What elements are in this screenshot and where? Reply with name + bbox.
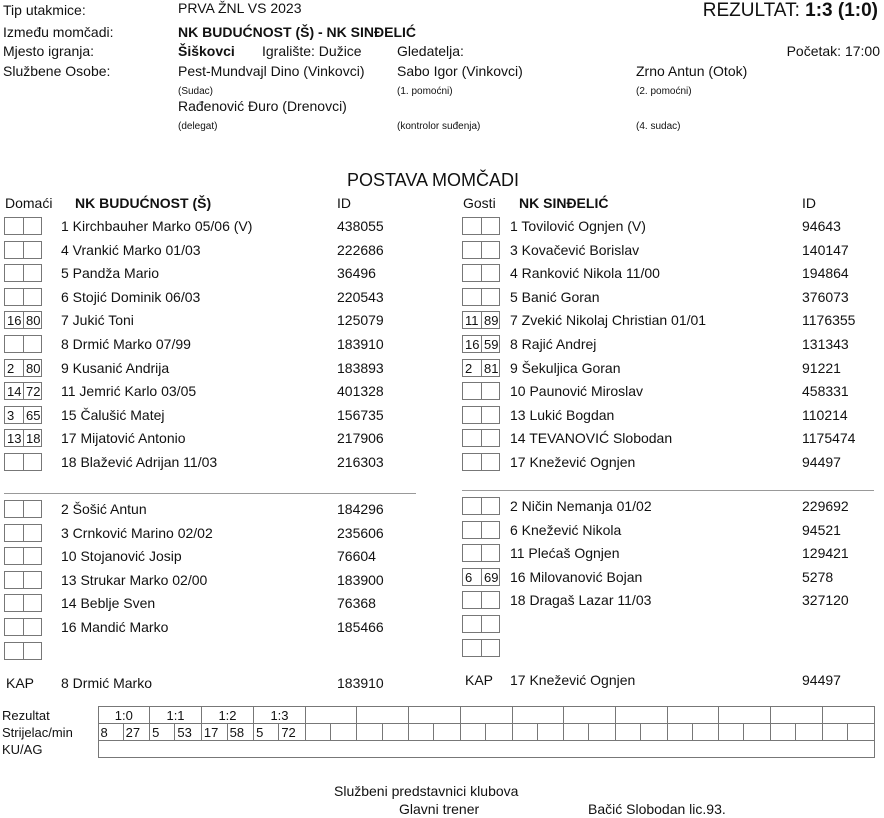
player-id: 125079: [337, 312, 384, 329]
player-row: [0, 264, 884, 284]
result-score: 1:0: [98, 707, 150, 724]
player-id: 183910: [337, 336, 384, 352]
sub-minute-box: [481, 615, 500, 633]
player-id: 76368: [337, 595, 376, 612]
player-name: 5 Pandža Mario: [61, 265, 160, 282]
trener-label: Glavni trener: [399, 801, 480, 817]
sub-in-box: 2: [4, 359, 23, 377]
sub-in-box: [462, 453, 481, 471]
player-id: 376073: [802, 288, 849, 305]
player-name: 10 Stojanović Josip: [61, 548, 182, 565]
sub-minute-box: 80: [23, 311, 42, 329]
sub-in-box: [462, 615, 481, 633]
sub-in-box: [462, 406, 481, 424]
sub-in-box: [462, 544, 481, 562]
home-kap-player: 8 Drmić Marko: [61, 675, 153, 691]
sub-minute-box: [481, 382, 500, 400]
sub-in-box: [462, 241, 481, 259]
sub-in-box: [462, 264, 481, 282]
player-id: 91221: [802, 359, 841, 376]
sub-minute-box: 72: [23, 382, 42, 400]
away-kap-player: 17 Knežević Ognjen: [510, 672, 636, 688]
gledatelja: Gledatelja:: [397, 43, 464, 59]
sub-minute-box: [481, 406, 500, 424]
player-name: 18 Dragaš Lazar 11/03: [510, 592, 652, 609]
player-id: 94497: [802, 454, 841, 470]
sub-minute-box: 65: [23, 406, 42, 424]
player-row: [0, 615, 884, 635]
player-row: [0, 335, 884, 355]
sub-in-box: 3: [4, 406, 23, 424]
result-row-label: Strijelac/min: [2, 724, 73, 740]
player-name: 16 Milovanović Bojan: [510, 568, 643, 585]
player-id: 129421: [802, 545, 849, 562]
sub-in-box: 2: [462, 359, 481, 377]
home-id-header: ID: [337, 195, 351, 211]
player-name: 3 Crnković Marino 02/02: [61, 524, 213, 541]
scorer-number: 8: [98, 724, 123, 741]
sub-minute-box: 89: [481, 311, 500, 329]
player-name: 16 Mandić Marko: [61, 619, 169, 635]
player-name: 2 Ničin Nemanja 01/02: [510, 498, 652, 514]
official-role: (2. pomoćni): [636, 86, 692, 97]
player-row: [0, 406, 884, 426]
result-score: 1:3: [254, 707, 306, 724]
result-row-label: Rezultat: [2, 707, 50, 723]
player-row: [0, 359, 884, 379]
player-id: 216303: [337, 454, 384, 470]
player-id: 220543: [337, 288, 384, 305]
player-name: 8 Drmić Marko 07/99: [61, 336, 191, 352]
player-row: [0, 382, 884, 402]
home-side-label: Domaći: [5, 195, 53, 211]
player-name: 10 Paunović Miroslav: [510, 383, 644, 400]
official-name: Sabo Igor (Vinkovci): [397, 63, 523, 79]
player-row: [0, 591, 884, 611]
sub-minute-box: [481, 264, 500, 282]
sub-minute-box: [481, 288, 500, 306]
rezultat: [703, 0, 878, 22]
player-row: [0, 568, 884, 588]
player-id: 1175474: [802, 430, 856, 447]
player-name: 8 Rajić Andrej: [510, 336, 597, 352]
tip-label: Tip utakmice:: [3, 2, 86, 18]
player-row: [0, 241, 884, 261]
sub-in-box: [462, 429, 481, 447]
igraliste: Igralište: Dužice: [262, 43, 362, 59]
player-id: 183893: [337, 359, 384, 376]
scorer-minute: 72: [279, 724, 306, 741]
player-id: 94643: [802, 218, 841, 234]
scorer-number: 5: [254, 724, 279, 741]
player-name: 11 Plećaš Ognjen: [510, 545, 620, 562]
player-name: 1 Tovilović Ognjen (V): [510, 218, 646, 234]
mjesto-value: Šiškovci: [178, 43, 235, 59]
player-name: 17 Mijatović Antonio: [61, 430, 186, 447]
player-id: 229692: [802, 498, 849, 514]
home-team-name: NK BUDUĆNOST (Š): [75, 195, 212, 211]
player-id: 110214: [802, 406, 848, 423]
player-id: 438055: [337, 218, 384, 234]
player-name: 4 Ranković Nikola 11/00: [510, 265, 660, 282]
player-name: 9 Šekuljica Goran: [510, 359, 621, 376]
official-name: Zrno Antun (Otok): [636, 63, 748, 79]
sub-minute-box: [481, 639, 500, 657]
player-id: 235606: [337, 524, 384, 541]
official-role: (Sudac): [178, 86, 214, 97]
player-name: 4 Vrankić Marko 01/03: [61, 241, 201, 258]
sub-in-box: 14: [4, 382, 23, 400]
away-id-header: ID: [802, 195, 816, 211]
player-row: [0, 497, 884, 517]
away-kap-id: 94497: [802, 672, 841, 688]
sub-minute-box: [481, 591, 500, 609]
player-id: 183900: [337, 571, 384, 588]
player-name: 17 Knežević Ognjen: [510, 454, 636, 470]
sub-minute-box: [481, 544, 500, 562]
mjesto-label: Mjesto igranja:: [3, 43, 95, 59]
player-name: 13 Strukar Marko 02/00: [61, 571, 208, 588]
player-row: [0, 521, 884, 541]
sub-minute-box: 81: [481, 359, 500, 377]
sub-minute-box: 69: [481, 568, 500, 586]
sub-minute-box: [481, 429, 500, 447]
trener-name: Bačić Slobodan lic.93.: [588, 801, 726, 817]
player-id: 194864: [802, 265, 849, 282]
player-id: 5278: [802, 568, 834, 585]
player-id: 184296: [337, 501, 384, 517]
player-id: 217906: [337, 430, 384, 447]
player-id: 222686: [337, 241, 384, 258]
home-divider: [4, 493, 416, 494]
player-row: [0, 429, 884, 449]
player-row: [0, 639, 884, 659]
away-divider: [462, 490, 874, 491]
official-name: Rađenović Đuro (Drenovci): [178, 98, 347, 114]
rezultat-value: 1:3 (1:0): [805, 0, 878, 21]
tip-value: PRVA ŽNL VS 2023: [178, 0, 302, 16]
sub-minute-box: [481, 453, 500, 471]
sub-minute-box: [481, 497, 500, 515]
player-name: 13 Lukić Bogdan: [510, 406, 615, 423]
sub-in-box: [462, 591, 481, 609]
player-id: 185466: [337, 619, 384, 635]
player-name: 9 Kusanić Andrija: [61, 359, 170, 376]
player-name: 11 Jemrić Karlo 03/05: [61, 383, 197, 400]
player-id: 36496: [337, 265, 376, 282]
izmedu-value: NK BUDUĆNOST (Š) - NK SINĐELIĆ: [178, 24, 416, 40]
scorer-minute: 27: [123, 724, 150, 741]
sub-in-box: [462, 521, 481, 539]
home-kap-label: KAP: [6, 675, 35, 691]
official-role: (delegat): [178, 121, 218, 132]
away-kap-label: KAP: [465, 672, 494, 688]
player-row: [0, 544, 884, 564]
scorer-number: 5: [150, 724, 175, 741]
player-name: 2 Šošić Antun: [61, 501, 147, 517]
player-id: 327120: [802, 592, 849, 609]
player-id: 140147: [802, 241, 849, 258]
player-name: 7 Zvekić Nikolaj Christian 01/01: [510, 312, 707, 329]
osobe-label: Službene Osobe:: [3, 63, 111, 79]
sub-minute-box: 80: [23, 359, 42, 377]
result-row-label: KU/AG: [2, 741, 43, 757]
player-name: 6 Knežević Nikola: [510, 521, 622, 538]
official-role: (4. sudac): [636, 121, 681, 132]
sub-in-box: 16: [462, 335, 481, 353]
izmedu-label: Između momčadi:: [3, 24, 114, 40]
scorer-number: 17: [201, 724, 227, 741]
pocetak: Početak: 17:00: [786, 43, 880, 59]
sub-minute-box: [481, 241, 500, 259]
player-id: 1176355: [802, 312, 856, 329]
sub-in-box: 16: [4, 311, 23, 329]
scorer-minute: 53: [175, 724, 202, 741]
player-name: 14 TEVANOVIĆ Slobodan: [510, 430, 673, 447]
player-id: 458331: [802, 383, 849, 400]
sub-in-box: [462, 497, 481, 515]
official-role: (1. pomoćni): [397, 86, 453, 97]
postava-title: POSTAVA MOMČADI: [347, 170, 520, 190]
home-kap-id: 183910: [337, 675, 384, 691]
player-name: 5 Banić Goran: [510, 288, 600, 305]
player-name: 15 Čalušić Matej: [61, 406, 165, 423]
away-team-name: NK SINĐELIĆ: [519, 195, 609, 211]
player-id: 131343: [802, 336, 849, 352]
away-side-label: Gosti: [463, 195, 496, 211]
player-row: [0, 288, 884, 308]
predstavnici-label: Službeni predstavnici klubova: [334, 783, 519, 799]
player-id: 401328: [337, 383, 384, 400]
sub-in-box: [462, 217, 481, 235]
player-name: 14 Beblje Sven: [61, 595, 156, 612]
sub-in-box: [462, 382, 481, 400]
player-name: 6 Stojić Dominik 06/03: [61, 288, 201, 305]
result-table: [0, 706, 875, 758]
sub-minute-box: [481, 521, 500, 539]
result-score: 1:1: [150, 707, 202, 724]
player-name: 3 Kovačević Borislav: [510, 241, 640, 258]
player-name: 18 Blažević Adrijan 11/03: [61, 454, 218, 470]
sub-minute-box: 18: [23, 429, 42, 447]
sub-in-box: 6: [462, 568, 481, 586]
player-name: 1 Kirchbauher Marko 05/06 (V): [61, 218, 253, 234]
sub-in-box: 11: [462, 311, 481, 329]
result-score: 1:2: [201, 707, 253, 724]
sub-minute-box: 59: [481, 335, 500, 353]
scorer-minute: 58: [227, 724, 254, 741]
player-id: 76604: [337, 548, 376, 565]
player-id: 94521: [802, 521, 841, 538]
rezultat-label: REZULTAT:: [702, 0, 800, 21]
player-row: [0, 453, 884, 473]
official-role: (kontrolor suđenja): [397, 121, 481, 132]
sub-in-box: [462, 288, 481, 306]
player-row: [0, 217, 884, 237]
sub-in-box: 13: [4, 429, 23, 447]
player-name: 7 Jukić Toni: [61, 312, 134, 329]
player-id: 156735: [337, 406, 384, 423]
player-row: [0, 311, 884, 331]
sub-in-box: [462, 639, 481, 657]
sub-minute-box: [481, 217, 500, 235]
official-name: Pest-Mundvajl Dino (Vinkovci): [178, 63, 365, 79]
